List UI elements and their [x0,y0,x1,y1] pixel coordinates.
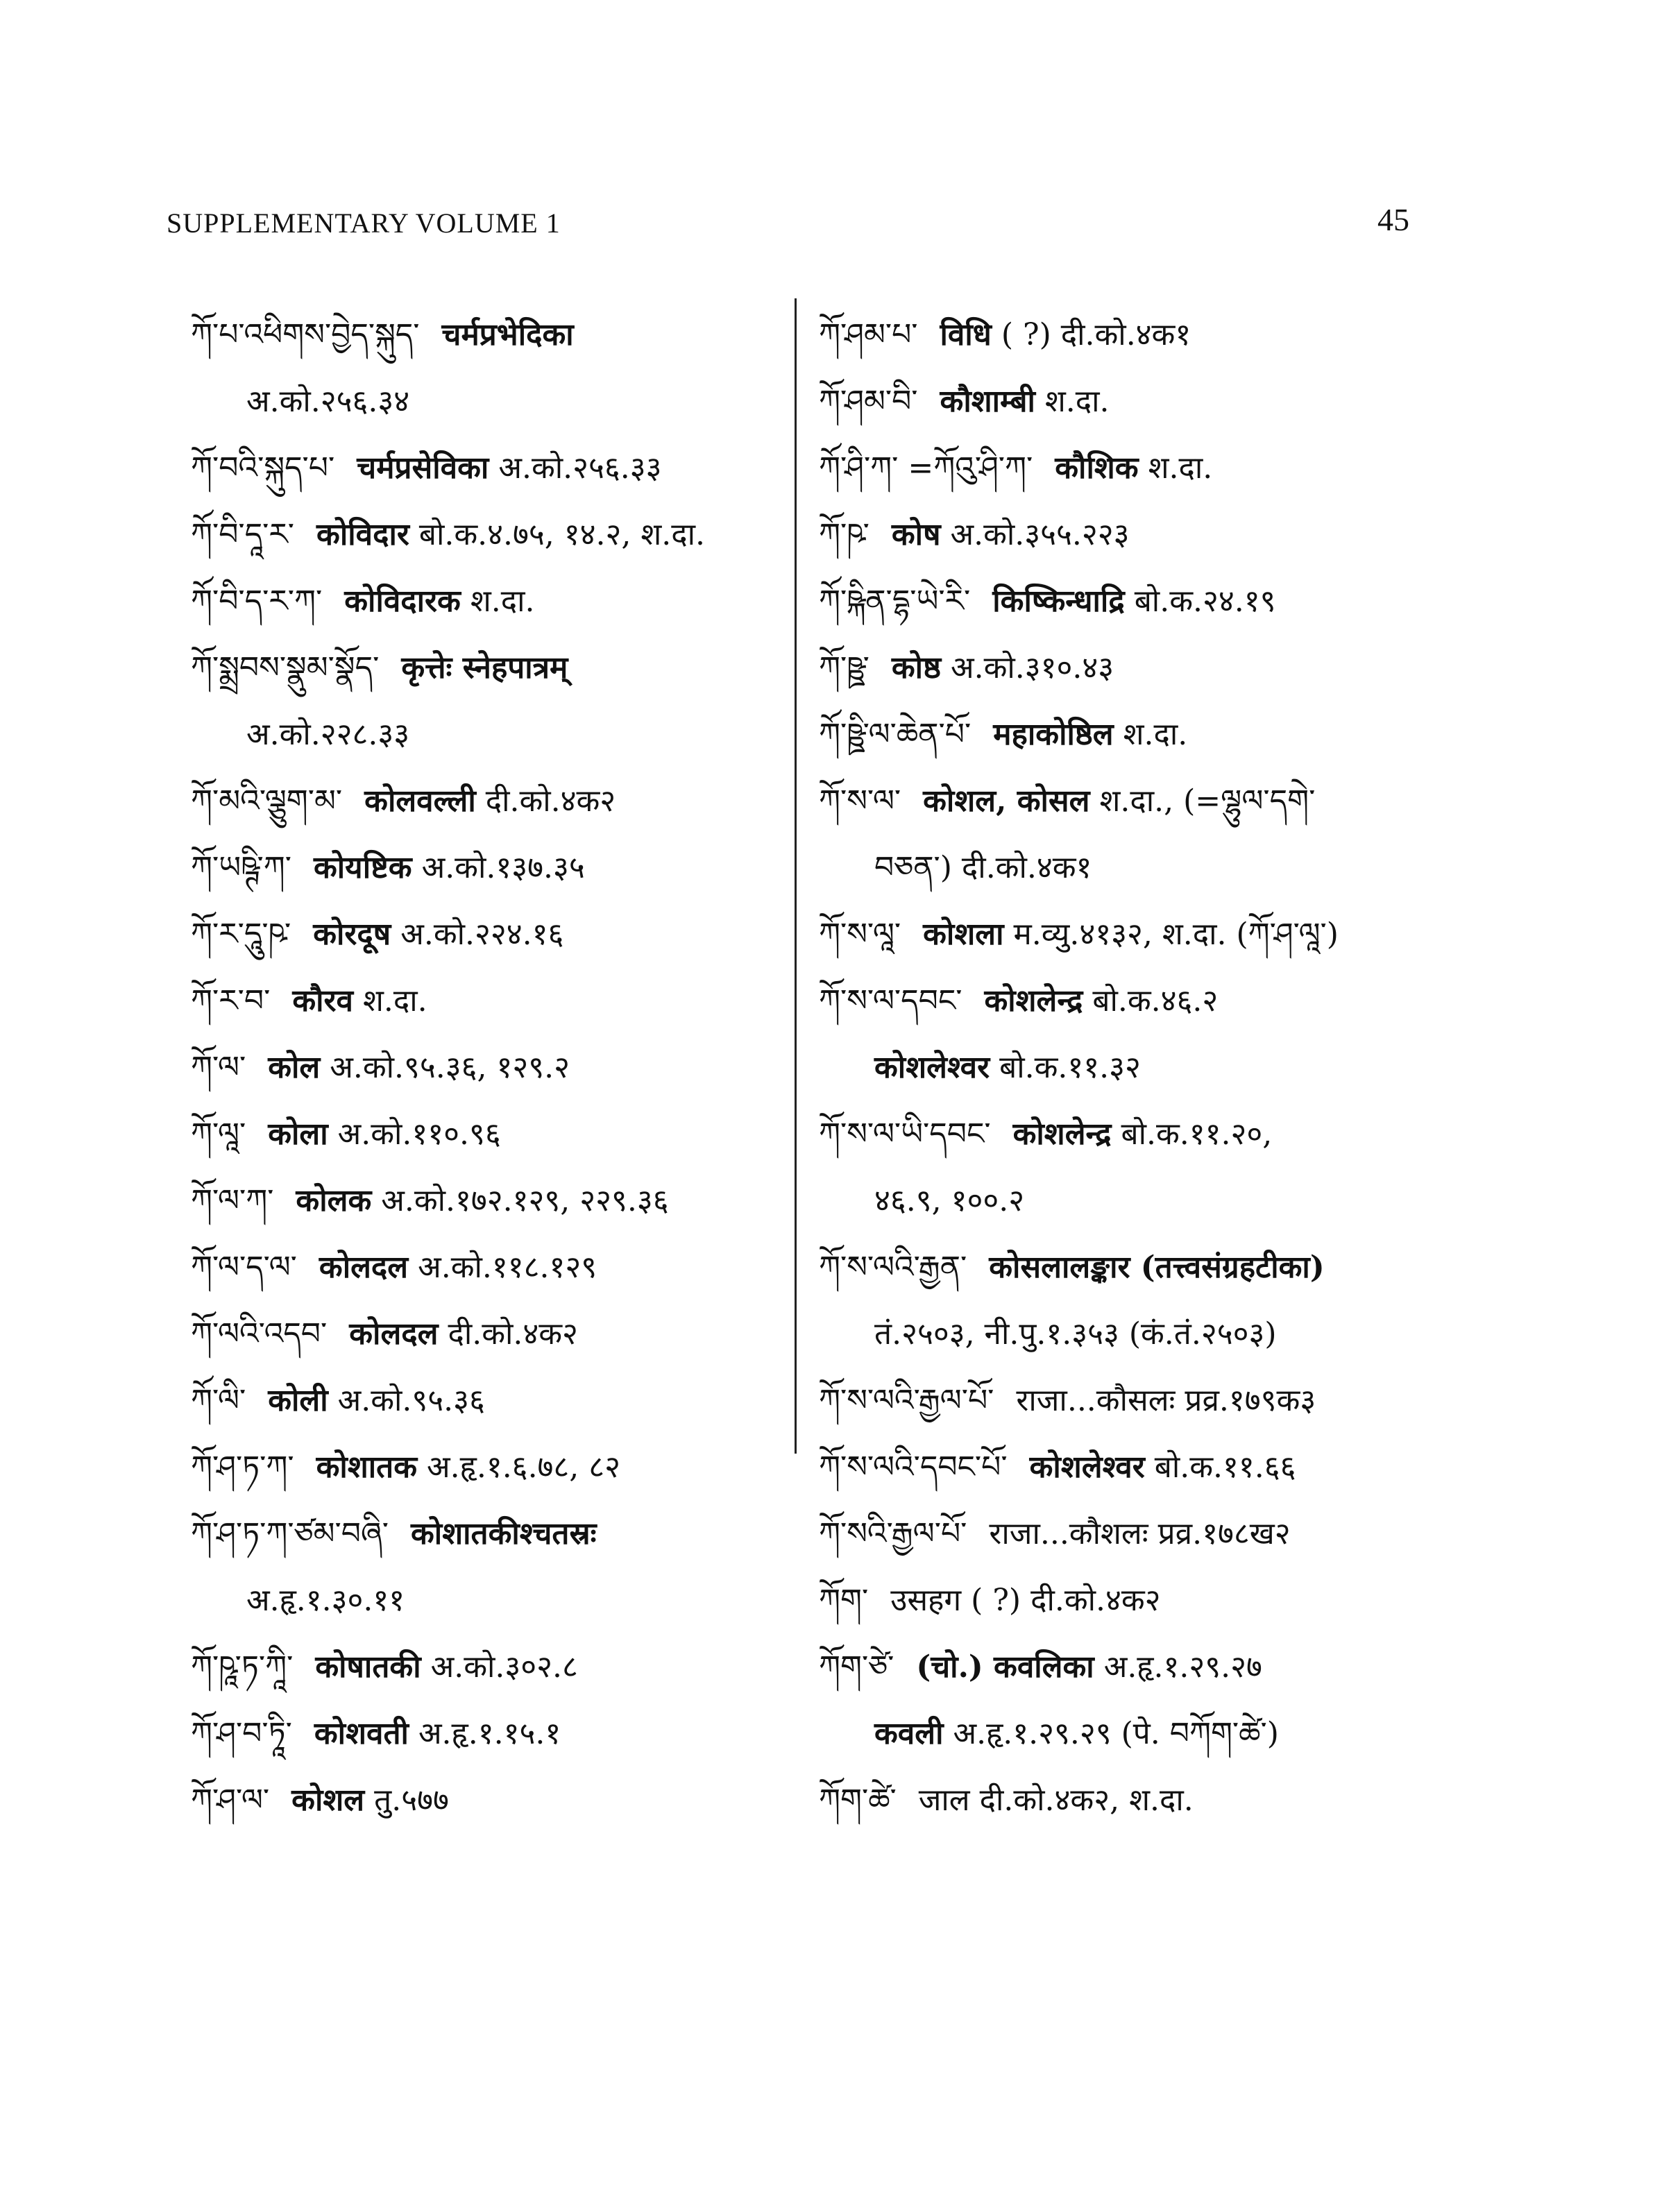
source-reference: उसहग ( ?) दी.को.४क२ [890,1583,1161,1618]
dictionary-entry [819,1501,1485,1567]
sanskrit-headword: कोशातक [316,1449,418,1485]
dictionary-entry [191,1368,795,1434]
source-reference: बो.क.४.७५, १४.२, श.दा. [418,517,705,552]
sanskrit-headword: कोला [268,1116,328,1152]
source-reference: बो.क.४६.२ [1092,983,1219,1019]
tibetan-term: ཀོ་པ་འཕིགས་བྱེད་སྐུད་ [191,317,420,352]
sanskrit-headword: कोयष्टिक [313,850,412,885]
sanskrit-headword: महाकोष्ठिल [993,717,1114,752]
source-reference: अ.को.२५६.३३ [498,450,662,486]
tibetan-term: ཀོ་ས་ལ་ [819,783,901,819]
tibetan-term: ཀོ་ལའི་འདབ་ [191,1316,328,1352]
sanskrit-headword: कोशलेन्द्र [1012,1116,1112,1152]
sanskrit-headword: कोशल, कोसल [923,783,1090,819]
tibetan-term: ཀོ་ཤམ་བི་ [819,384,918,419]
tibetan-term: ཀོ་བི་དཱ་ར་ [191,517,295,552]
dictionary-entry [819,901,1485,968]
tibetan-term: ཀོ་ཥྐིན་དྷ་ཡེ་རི་ [819,584,971,619]
tibetan-term: ཀོ་ར་དཱུ་ཥ་ [191,917,291,952]
sanskrit-headword: कोशल [291,1783,365,1818]
dictionary-entry [191,968,795,1035]
source-reference: अ.को.१३७.३५ [421,850,585,885]
tibetan-term: ཀོ་ཤི་ཀ་ =ཀོའུ་ཤི་ཀ་ [819,450,1033,486]
dictionary-entry [191,1035,795,1101]
source-reference: श.दा. [1123,717,1188,752]
tibetan-term: ཀོ་ལ་ [191,1050,246,1085]
dictionary-entry [191,835,795,901]
sanskrit-headword: कौशिक [1055,450,1139,486]
sanskrit-headword: विधि [940,317,992,352]
dictionary-entry [191,435,795,502]
source-reference: अ.को.१७२.१२९, २२९.३६ [381,1183,669,1218]
dictionary-entry [819,635,1485,701]
dictionary-entry [819,1101,1485,1168]
tibetan-term: ཀོ་ལ་ཀ་ [191,1183,274,1218]
dictionary-entry [191,1634,795,1701]
source-reference: दी.को.४क२ [448,1316,578,1352]
dictionary-entry [191,768,795,835]
sanskrit-headword: कोल [268,1050,321,1085]
entry-continuation [191,1567,795,1634]
sanskrit-headword: चर्मप्रसेविका [357,450,489,486]
tibetan-term: ཀོ་ར་བ་ [191,983,271,1019]
source-reference: श.दा. [1148,450,1213,486]
sanskrit-headword: कोविदार [316,517,409,552]
source-reference: म.व्यु.४१३२, श.दा. (ཀོ་ཤ་ལཱ་) [1013,917,1339,952]
source-reference: ४६.९, १००.२ [874,1183,1025,1218]
dictionary-entry [819,1434,1485,1501]
dictionary-entry [191,1701,795,1767]
source-reference: अ.को.२५६.३४ [246,384,410,419]
sanskrit-headword: कृत्तेः स्नेहपात्रम् [401,650,568,686]
sanskrit-headword: कोशलेन्द्र [984,983,1083,1019]
dictionary-entry [819,568,1485,635]
sanskrit-headword: कोविदारक [344,584,461,619]
tibetan-term: ཀོག་ [819,1583,869,1618]
sanskrit-headword: कोलदल [349,1316,439,1352]
dictionary-entry [819,1234,1485,1301]
source-reference: अ.हृ.१.६.७८, ८२ [427,1449,621,1485]
sanskrit-headword: कोशलेश्वर [874,1050,990,1085]
tibetan-term: ཀོ་ཥྛ་ [819,650,869,686]
source-reference: अ.हृ.१.१५.१ [418,1716,561,1751]
sanskrit-headword: कोशलेश्वर [1029,1449,1145,1485]
sanskrit-headword: (चो.) कवलिका [916,1649,1094,1685]
sanskrit-headword: कोसलालङ्कार (तत्त्वसंग्रहटीका) [989,1250,1325,1285]
source-reference: राजा...कौशलः प्रव्र.१७८ख२ [989,1516,1291,1551]
dictionary-entry [819,368,1485,435]
tibetan-term: ཀོ་ས་ལའི་རྒྱན་ [819,1250,967,1285]
sanskrit-headword: कौरव [292,983,353,1019]
source-reference: अ.को.९५.३६, १२९.२ [330,1050,570,1085]
sanskrit-headword: कोलदल [319,1250,409,1285]
tibetan-term: ཀོ་སའི་རྒྱལ་པོ་ [819,1516,967,1551]
tibetan-term: ཀོ་ཥཱ་ཏ་ཀཱི་ [191,1649,294,1685]
source-reference: བཅན་) दी.को.४क१ [874,850,1092,885]
tibetan-term: ཀོ་ཤ་ལ་ [191,1783,270,1818]
dictionary-entry [819,1767,1485,1834]
dictionary-entry [819,1634,1485,1701]
tibetan-term: ཀོ་མའི་ལྕུག་མ་ [191,783,343,819]
tibetan-term: ཀོ་ཤ་ཏ་ཀ་ཙམ་བཞི་ [191,1516,389,1551]
sanskrit-headword: कोलवल्ली [364,783,476,819]
dictionary-entry [191,568,795,635]
source-reference: अ.को.२२४.१६ [400,917,564,952]
dictionary-entry [819,435,1485,502]
left-column [191,302,795,1834]
source-reference: अ.हृ.१.२९.२७ [1103,1649,1262,1685]
source-reference: ( ?) दी.को.४क१ [1001,317,1191,352]
tibetan-term: ཀོག་ཚེ་ [819,1783,897,1818]
tibetan-term: ཀོ་ས་ལཱ་ [819,917,901,952]
dictionary-entry [191,1434,795,1501]
tibetan-term: ཀོ་ས་ལའི་རྒྱལ་པོ་ [819,1383,994,1418]
dictionary-entry [191,1168,795,1234]
entry-continuation [819,1301,1485,1368]
source-reference: तं.२५०३, नी.पु.१.३५३ (कं.तं.२५०३) [874,1316,1277,1352]
tibetan-term: ཀོ་བའི་སྐུད་པ་ [191,450,335,486]
sanskrit-headword: कोशला [923,917,1004,952]
tibetan-term: ཀོ་ལི་ [191,1383,246,1418]
sanskrit-headword: कोष्ठ [891,650,941,686]
source-reference: अ.हृ.१.२९.२९ (पे. བཀོག་ཚེ་) [953,1716,1279,1751]
tibetan-term: ཀོ་ཤ་ཏ་ཀ་ [191,1449,294,1485]
tibetan-term: ཀོ་ས་ལ་དབང་ [819,983,962,1019]
sanskrit-headword: कोरदूष [313,917,391,952]
source-reference: जाल दी.को.४क२, श.दा. [918,1783,1194,1818]
sanskrit-headword: कोषातकी [315,1649,421,1685]
dictionary-entry [191,1301,795,1368]
source-reference: अ.को.११०.९६ [337,1116,501,1152]
source-reference: श.दा. [1044,384,1110,419]
dictionary-entry [191,1234,795,1301]
tibetan-term: ཀོ་བི་ད་ར་ཀ་ [191,584,323,619]
source-reference: अ.को.३५५.२२३ [950,517,1130,552]
sanskrit-headword: किष्किन्धाद्रि [992,584,1125,619]
tibetan-term: ཀོ་ལཱ་ [191,1116,246,1152]
source-reference: बो.क.११.६६ [1154,1449,1296,1485]
dictionary-entry [819,1567,1485,1634]
dictionary-entry [819,302,1485,368]
tibetan-term: ཀོ་ཤམ་པ་ [819,317,918,352]
tibetan-term: ཀོ་ས་ལའི་དབང་པོ་ [819,1449,1008,1485]
entry-continuation [191,368,795,435]
dictionary-entry [191,1101,795,1168]
tibetan-term: ཀོ་ཥ་ [819,517,869,552]
column-divider [795,298,797,1454]
dictionary-entry [819,968,1485,1035]
entry-continuation [819,1701,1485,1767]
source-reference: अ.को.११८.१२९ [418,1250,597,1285]
source-reference: बो.क.११.२०, [1121,1116,1273,1152]
dictionary-entry [819,701,1485,768]
dictionary-entry [191,1767,795,1834]
sanskrit-headword: कवली [874,1716,944,1751]
source-reference: तु.५७७ [374,1783,449,1818]
tibetan-term: ཀོག་ཙེ་ [819,1649,894,1685]
source-reference: अ.हृ.१.३०.११ [246,1583,405,1618]
tibetan-term: ཀོ་ལ་ད་ལ་ [191,1250,297,1285]
entry-continuation [819,1035,1485,1101]
sanskrit-headword: कौशाम्बी [940,384,1035,419]
source-reference: श.दा., (=ལྷུལ་དགེ་ [1099,783,1316,819]
sanskrit-headword: कोली [268,1383,328,1418]
tibetan-term: ཀོ་ཤ་བ་ཏཱི་ [191,1716,292,1751]
entry-continuation [819,835,1485,901]
sanskrit-headword: चर्मप्रभेदिका [441,317,574,352]
source-reference: श.दा. [362,983,427,1019]
source-reference: श.दा. [470,584,535,619]
source-reference: बो.क.११.३२ [999,1050,1141,1085]
dictionary-entry [191,502,795,568]
entry-continuation [819,1168,1485,1234]
source-reference: अ.को.३०२.८ [430,1649,578,1685]
tibetan-term: ཀོ་སྨྲབས་སྣུམ་སྣོད་ [191,650,380,686]
sanskrit-headword: कोलक [296,1183,372,1218]
dictionary-entry [191,635,795,701]
dictionary-entry [191,901,795,968]
source-reference: अ.को.९५.३६ [337,1383,485,1418]
tibetan-term: ཀོ་ཥྛི་ལ་ཆེན་པོ་ [819,717,971,752]
source-reference: राजा...कौसलः प्रव्र.१७९क३ [1016,1383,1316,1418]
tibetan-term: ཀོ་ས་ལ་ཡི་དབང་ [819,1116,991,1152]
dictionary-entry [819,768,1485,835]
tibetan-term: ཀོ་ཡཥྚི་ཀ་ [191,850,291,885]
entry-continuation [191,701,795,768]
source-reference: बो.क.२४.१९ [1134,584,1276,619]
dictionary-entry [191,1501,795,1567]
running-head: SUPPLEMENTARY VOLUME 1 [167,207,561,239]
sanskrit-headword: कोशातकीश्चतस्रः [411,1516,597,1551]
dictionary-entry [819,502,1485,568]
source-reference: अ.को.३१०.४३ [950,650,1114,686]
source-reference: दी.को.४क२ [485,783,616,819]
dictionary-entry [819,1368,1485,1434]
dictionary-entry [191,302,795,368]
right-column [819,302,1485,1834]
sanskrit-headword: कोशवती [314,1716,409,1751]
sanskrit-headword: कोष [891,517,941,552]
page-number: 45 [1377,202,1409,237]
source-reference: अ.को.२२८.३३ [246,717,410,752]
